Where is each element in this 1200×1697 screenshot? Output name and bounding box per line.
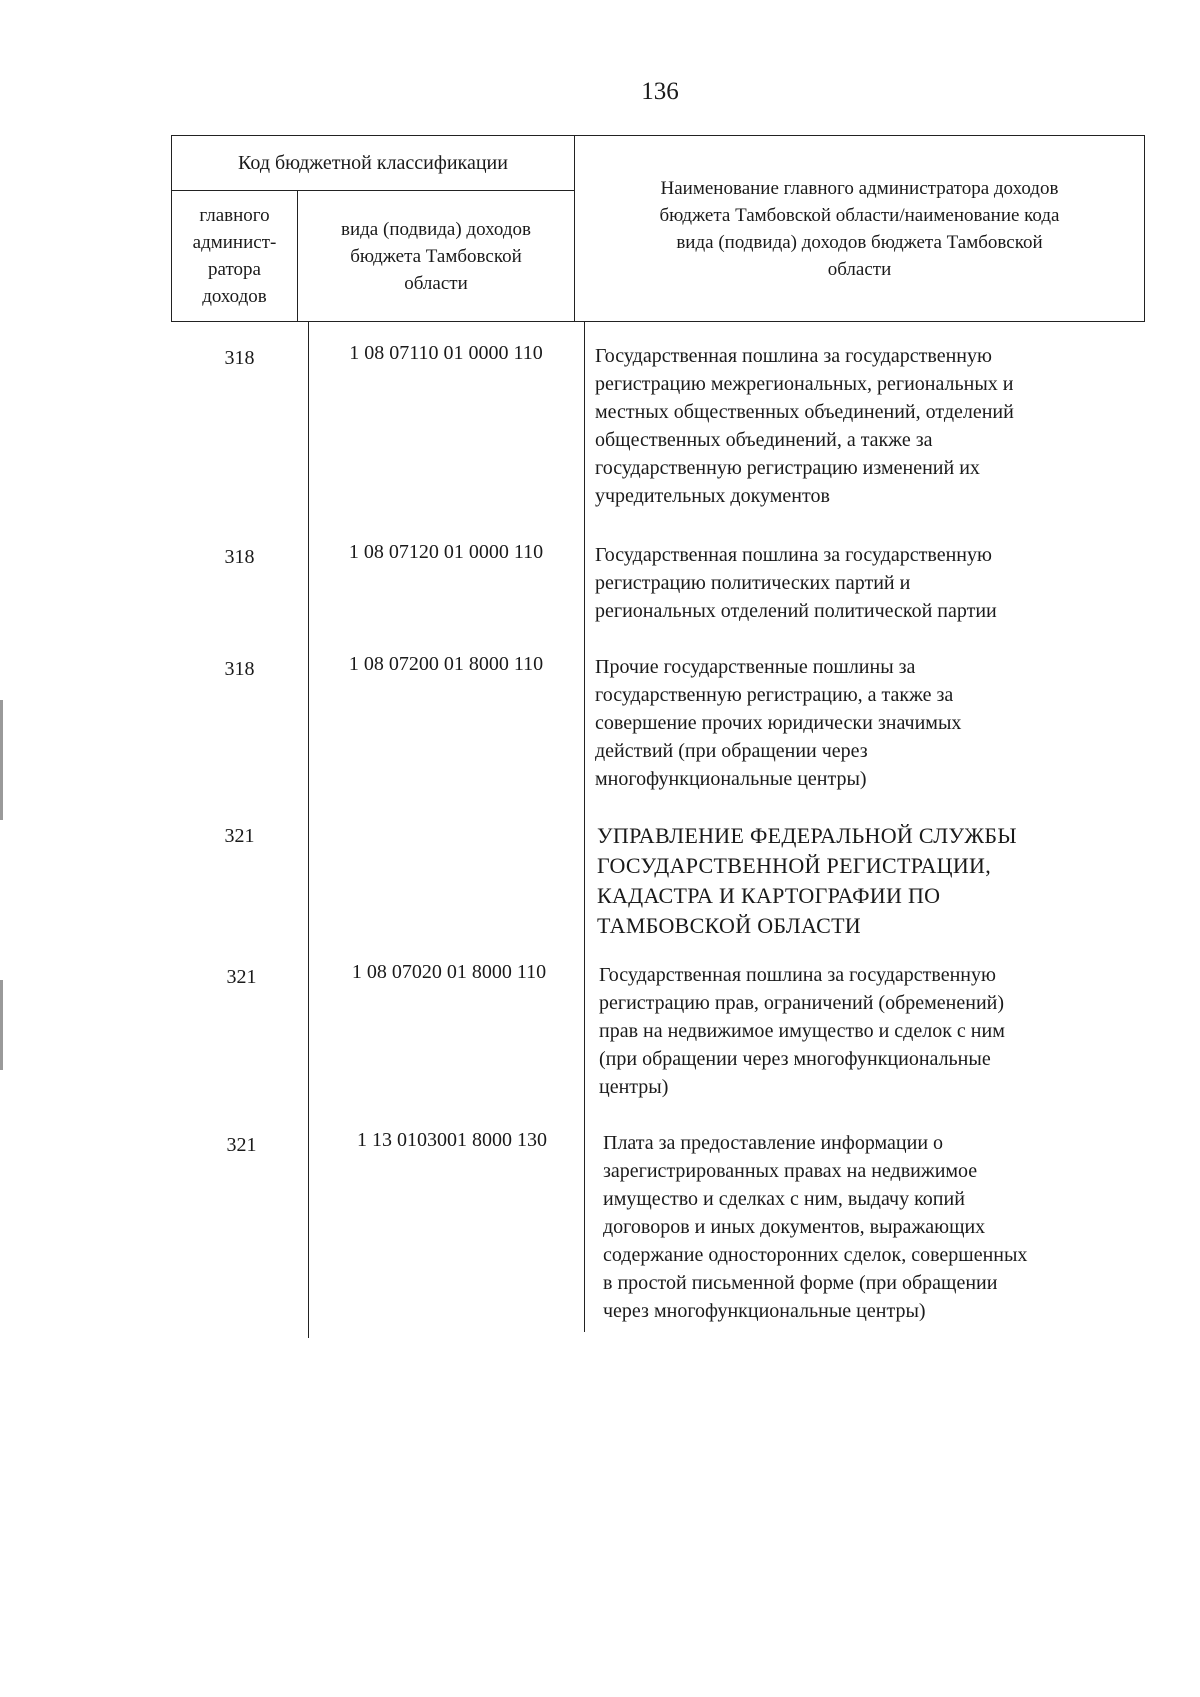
header-admin-column: [172, 191, 298, 321]
table-header: [171, 135, 1145, 322]
header-name-label: Наименование главного администратора доходов бюджета Тамбовской области/наименование кода вида (подвида) доходов бюджета Тамбовской области: [659, 177, 1060, 280]
revenue-code-cell: 1 08 07020 01 8000 110: [351, 961, 547, 983]
admin-code-cell: 321: [226, 966, 257, 988]
header-name-column: [575, 136, 1144, 321]
header-code-column: [298, 191, 575, 321]
revenue-code-cell: 1 08 07200 01 8000 110: [348, 653, 544, 675]
revenue-name-cell: Плата за предоставление информации о зарегистрированных правах на недвижимое имущество и сделках с ним, выдачу копий договоров и иных документов, выражающих содержание односторонних сделок, совершенных в простой письменной форме (при обращении через многофункциональные центры): [603, 1132, 1028, 1322]
column-divider: [308, 322, 309, 1338]
revenue-name-cell: Государственная пошлина за государственную регистрацию межрегиональных, региональных и местных общественных объединений, отделений общественных объединений, а также за государственную регистрацию изменений их учредительных документов: [595, 345, 1014, 507]
admin-code-cell: 321: [224, 825, 255, 847]
administrator-title-cell: УПРАВЛЕНИЕ ФЕДЕРАЛЬНОЙ СЛУЖБЫ ГОСУДАРСТВЕННОЙ РЕГИСТРАЦИИ, КАДАСТРА И КАРТОГРАФИИ ПО ТАМБОВСКОЙ ОБЛАСТИ: [597, 823, 1017, 938]
column-divider: [584, 322, 585, 1332]
header-code-label: вида (подвида) доходов бюджета Тамбовской области: [341, 218, 531, 294]
revenue-name-cell: Прочие государственные пошлины за государственную регистрацию, а также за совершение прочих юридически значимых действий (при обращении через многофункциональные центры): [595, 656, 962, 790]
revenue-name-cell: Государственная пошлина за государственную регистрацию политических партий и региональных отделений политической партии: [595, 544, 997, 622]
revenue-code-cell: 1 08 07110 01 0000 110: [349, 342, 543, 364]
scan-edge-mark: [0, 700, 3, 820]
admin-code-cell: 318: [224, 347, 255, 369]
page-number: 136: [641, 78, 679, 105]
admin-code-cell: 321: [226, 1134, 257, 1156]
admin-code-cell: 318: [224, 658, 255, 680]
header-budget-code-group: Код бюджетной классификации: [172, 136, 575, 191]
revenue-name-cell: Государственная пошлина за государственную регистрацию прав, ограничений (обременений) прав на недвижимое имущество и сделок с ним (при обращении через многофункциональные центры): [599, 964, 1005, 1098]
scan-edge-mark: [0, 980, 3, 1070]
header-admin-label: главного админист- ратора доходов: [192, 205, 277, 307]
revenue-code-cell: 1 08 07120 01 0000 110: [348, 541, 544, 563]
admin-code-cell: 318: [224, 546, 255, 568]
revenue-code-cell: 1 13 0103001 8000 130: [357, 1129, 547, 1151]
